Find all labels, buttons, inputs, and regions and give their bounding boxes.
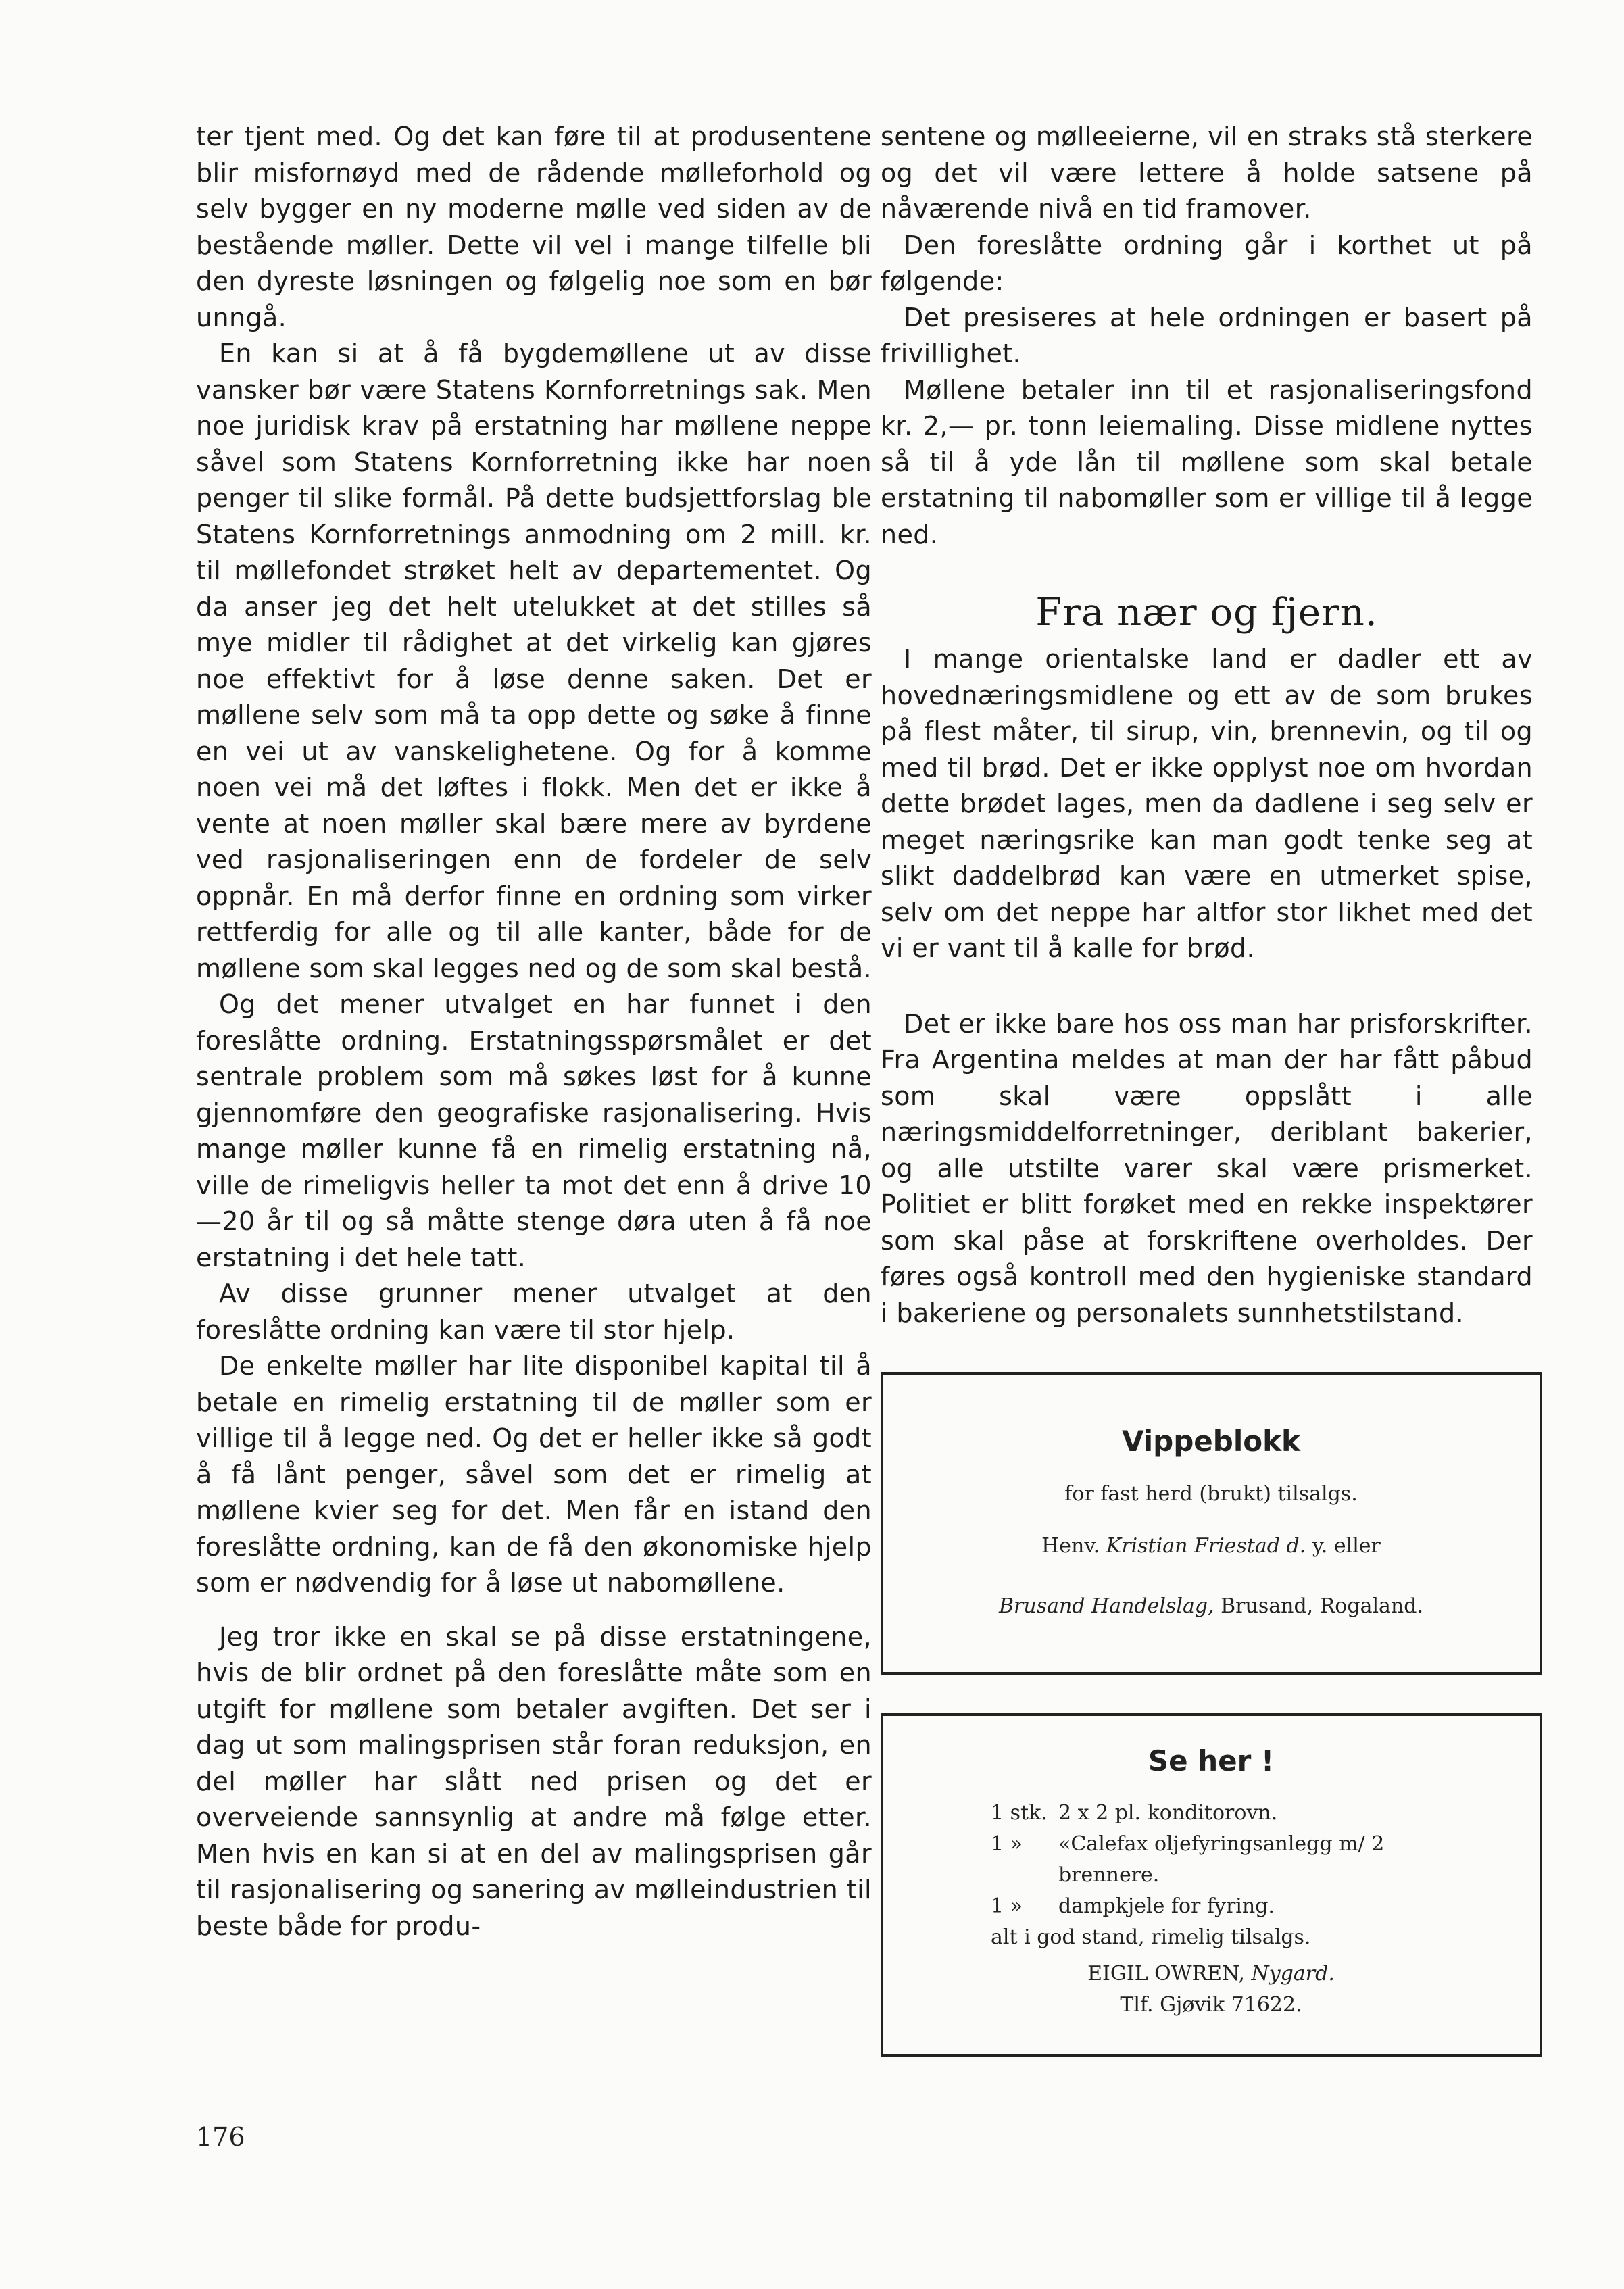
article-paragraph: Den foreslåtte ordning går i korthet ut på følgende: (881, 230, 1533, 296)
classified-ad-se-her (881, 1713, 1542, 2057)
ad-item (991, 1891, 1540, 1922)
ad-item-qty: 1 » (991, 1894, 1023, 1918)
ad-address (883, 1594, 1540, 1618)
article-paragraph: Og det mener utvalget en har funnet i den foreslåtte ordning. Erstatningsspørsmålet er det sentrale problem som må søkes løst for å kunne gjennomføre den geografiske rasjonalisering. Hvis mange møller kunne få en rimelig erstatning nå, ville de rimeligvis heller ta mot det enn å drive 10—20 år til og så måtte stenge døra uten å få noe erstatning i det hele tatt. (196, 989, 872, 1273)
article-paragraph: Møllene betaler inn til et rasjonaliseringsfond kr. 2,— pr. tonn leiemaling. Disse midlene nyttes så til å yde lån til møllene som skal betale erstatning til nabomøller som er villige til å legge ned. (881, 374, 1533, 549)
ad-signature-name (883, 1959, 1540, 1990)
article-paragraph: ter tjent med. Og det kan føre til at produsentene blir misfornøyd med de rådende mølleforhold og selv bygger en ny moderne mølle ved siden av de bestående møller. Dette vil vel i mange tilfelle bli den dyreste løsningen og følgelig noe som en bør unngå. (196, 122, 872, 333)
left-column (196, 119, 872, 1944)
ad-company: Brusand Handelslag, (999, 1594, 1214, 1618)
ad-item-qty: 1 stk. (991, 1801, 1048, 1825)
ad-contact-suffix-italic: d. (1286, 1534, 1306, 1558)
article-paragraph: Av disse grunner mener utvalget at den foreslåtte ordning kan være til stor hjelp. (196, 1279, 872, 1345)
classified-ad-vippeblokk (881, 1372, 1542, 1675)
ad-seller-place: Nygard. (1251, 1962, 1335, 1986)
article-paragraph: Det presiseres at hele ordningen er basert på frivillighet. (881, 302, 1533, 368)
ad-item-text: «Calefax oljefyringsanlegg m/ 2 brennere. (1058, 1832, 1385, 1887)
ad-item-text: 2 x 2 pl. konditorovn. (1058, 1801, 1278, 1825)
section-heading: Fra nær og fjern. (1035, 591, 1378, 635)
news-paragraph: Det er ikke bare hos oss man har prisforskrifter. Fra Argentina meldes at man der har fått påbud som skal være oppslått i alle næringsmiddelforretninger, deriblant bakerier, og alle utstilte varer skal være prismerket. Politiet er blitt forøket med en rekke inspektører som skal påse at forskriftene overholdes. Der føres også kontroll med den hygieniske standard i bakeriene og personalets sunnhetstilstand. (881, 1008, 1533, 1328)
article-paragraph: De enkelte møller har lite disponibel kapital til å betale en rimelig erstatning til de møller som er villige til å legge ned. Og det er heller ikke så godt å få lånt penger, såvel som det er rimelig at møllene kvier seg for det. Men får en istand den foreslåtte ordning, kan de få den økonomiske hjelp som er nødvendig for å løse ut nabomøllene. (196, 1351, 872, 1598)
right-column (881, 119, 1533, 1331)
ad-item (991, 1829, 1540, 1891)
page-number: 176 (196, 2122, 245, 2152)
ad-title: Se her ! (1148, 1744, 1275, 1777)
ad-item-text: dampkjele for fyring. (1058, 1894, 1275, 1918)
ad-contact-suffix: y. eller (1306, 1534, 1381, 1558)
ad-item-list (991, 1798, 1540, 1953)
article-paragraph: sentene og mølleeierne, vil en straks stå sterkere og det vil være lettere å holde satsene på nåværende nivå en tid framover. (881, 122, 1533, 224)
ad-seller-phone: Tlf. Gjøvik 71622. (1120, 1993, 1302, 2017)
ad-contact (883, 1534, 1540, 1558)
ad-item-qty: 1 » (991, 1832, 1023, 1856)
article-paragraph: Jeg tror ikke en skal se på disse erstatningene, hvis de blir ordnet på den foreslåtte måte som en utgift for møllene som betaler avgiften. Det ser i dag ut som malingsprisen står foran reduksjon, en del møller har slått ned prisen og det er overveiende sannsynlig at andre må følge etter. Men hvis en kan si at en del av malingsprisen går til rasjonalisering og sanering av mølleindustrien til beste både for produ- (196, 1621, 872, 1941)
ad-closing: alt i god stand, rimelig tilsalgs. (991, 1925, 1311, 1949)
article-paragraph: En kan si at å få bygdemøllene ut av disse vansker bør være Statens Kornforretnings sak. Men noe juridisk krav på erstatning har møllene neppe såvel som Statens Kornforretning ikke har noen penger til slike formål. På dette budsjettforslag ble Statens Kornforretnings anmodning om 2 mill. kr. til møllefondet strøket helt av departementet. Og da anser jeg det helt utelukket at det stilles så mye midler til rådighet at det virkelig kan gjøres noe effektivt for å løse denne saken. Det er møllene selv som må ta opp dette og søke å finne en vei ut av vanskelighetene. Og for å komme noen vei må det løftes i flokk. Men det er ikke å vente at noen møller skal bære mere av byrdene ved rasjonaliseringen enn de fordeler de selv oppnår. En må derfor finne en ordning som virker rettferdig for alle og til alle kanter, både for de møllene som skal legges ned og de som skal bestå. (196, 339, 872, 983)
ad-title: Vippeblokk (1122, 1425, 1300, 1458)
ad-contact-prefix: Henv. (1041, 1534, 1106, 1558)
ad-item (991, 1798, 1540, 1829)
news-paragraph: I mange orientalske land er dadler ett av hovednæringsmidlene og ett av de som brukes på flest måter, til sirup, vin, brennevin, og til og med til brød. Det er ikke opplyst noe om hvordan dette brødet lages, men da dadlene i seg selv er meget næringsrike kan man godt tenke seg at slikt daddelbrød kan være en utmerket spise, selv om det neppe har altfor stor likhet med det vi er vant til å kalle for brød. (881, 644, 1533, 963)
ad-seller-name: EIGIL OWREN, (1087, 1962, 1245, 1986)
ad-location: Brusand, Rogaland. (1214, 1594, 1423, 1618)
ad-contact-name: Kristian Friestad (1106, 1534, 1280, 1558)
ad-description: for fast herd (brukt) tilsalgs. (1064, 1482, 1358, 1506)
ad-signature (883, 1959, 1540, 2021)
